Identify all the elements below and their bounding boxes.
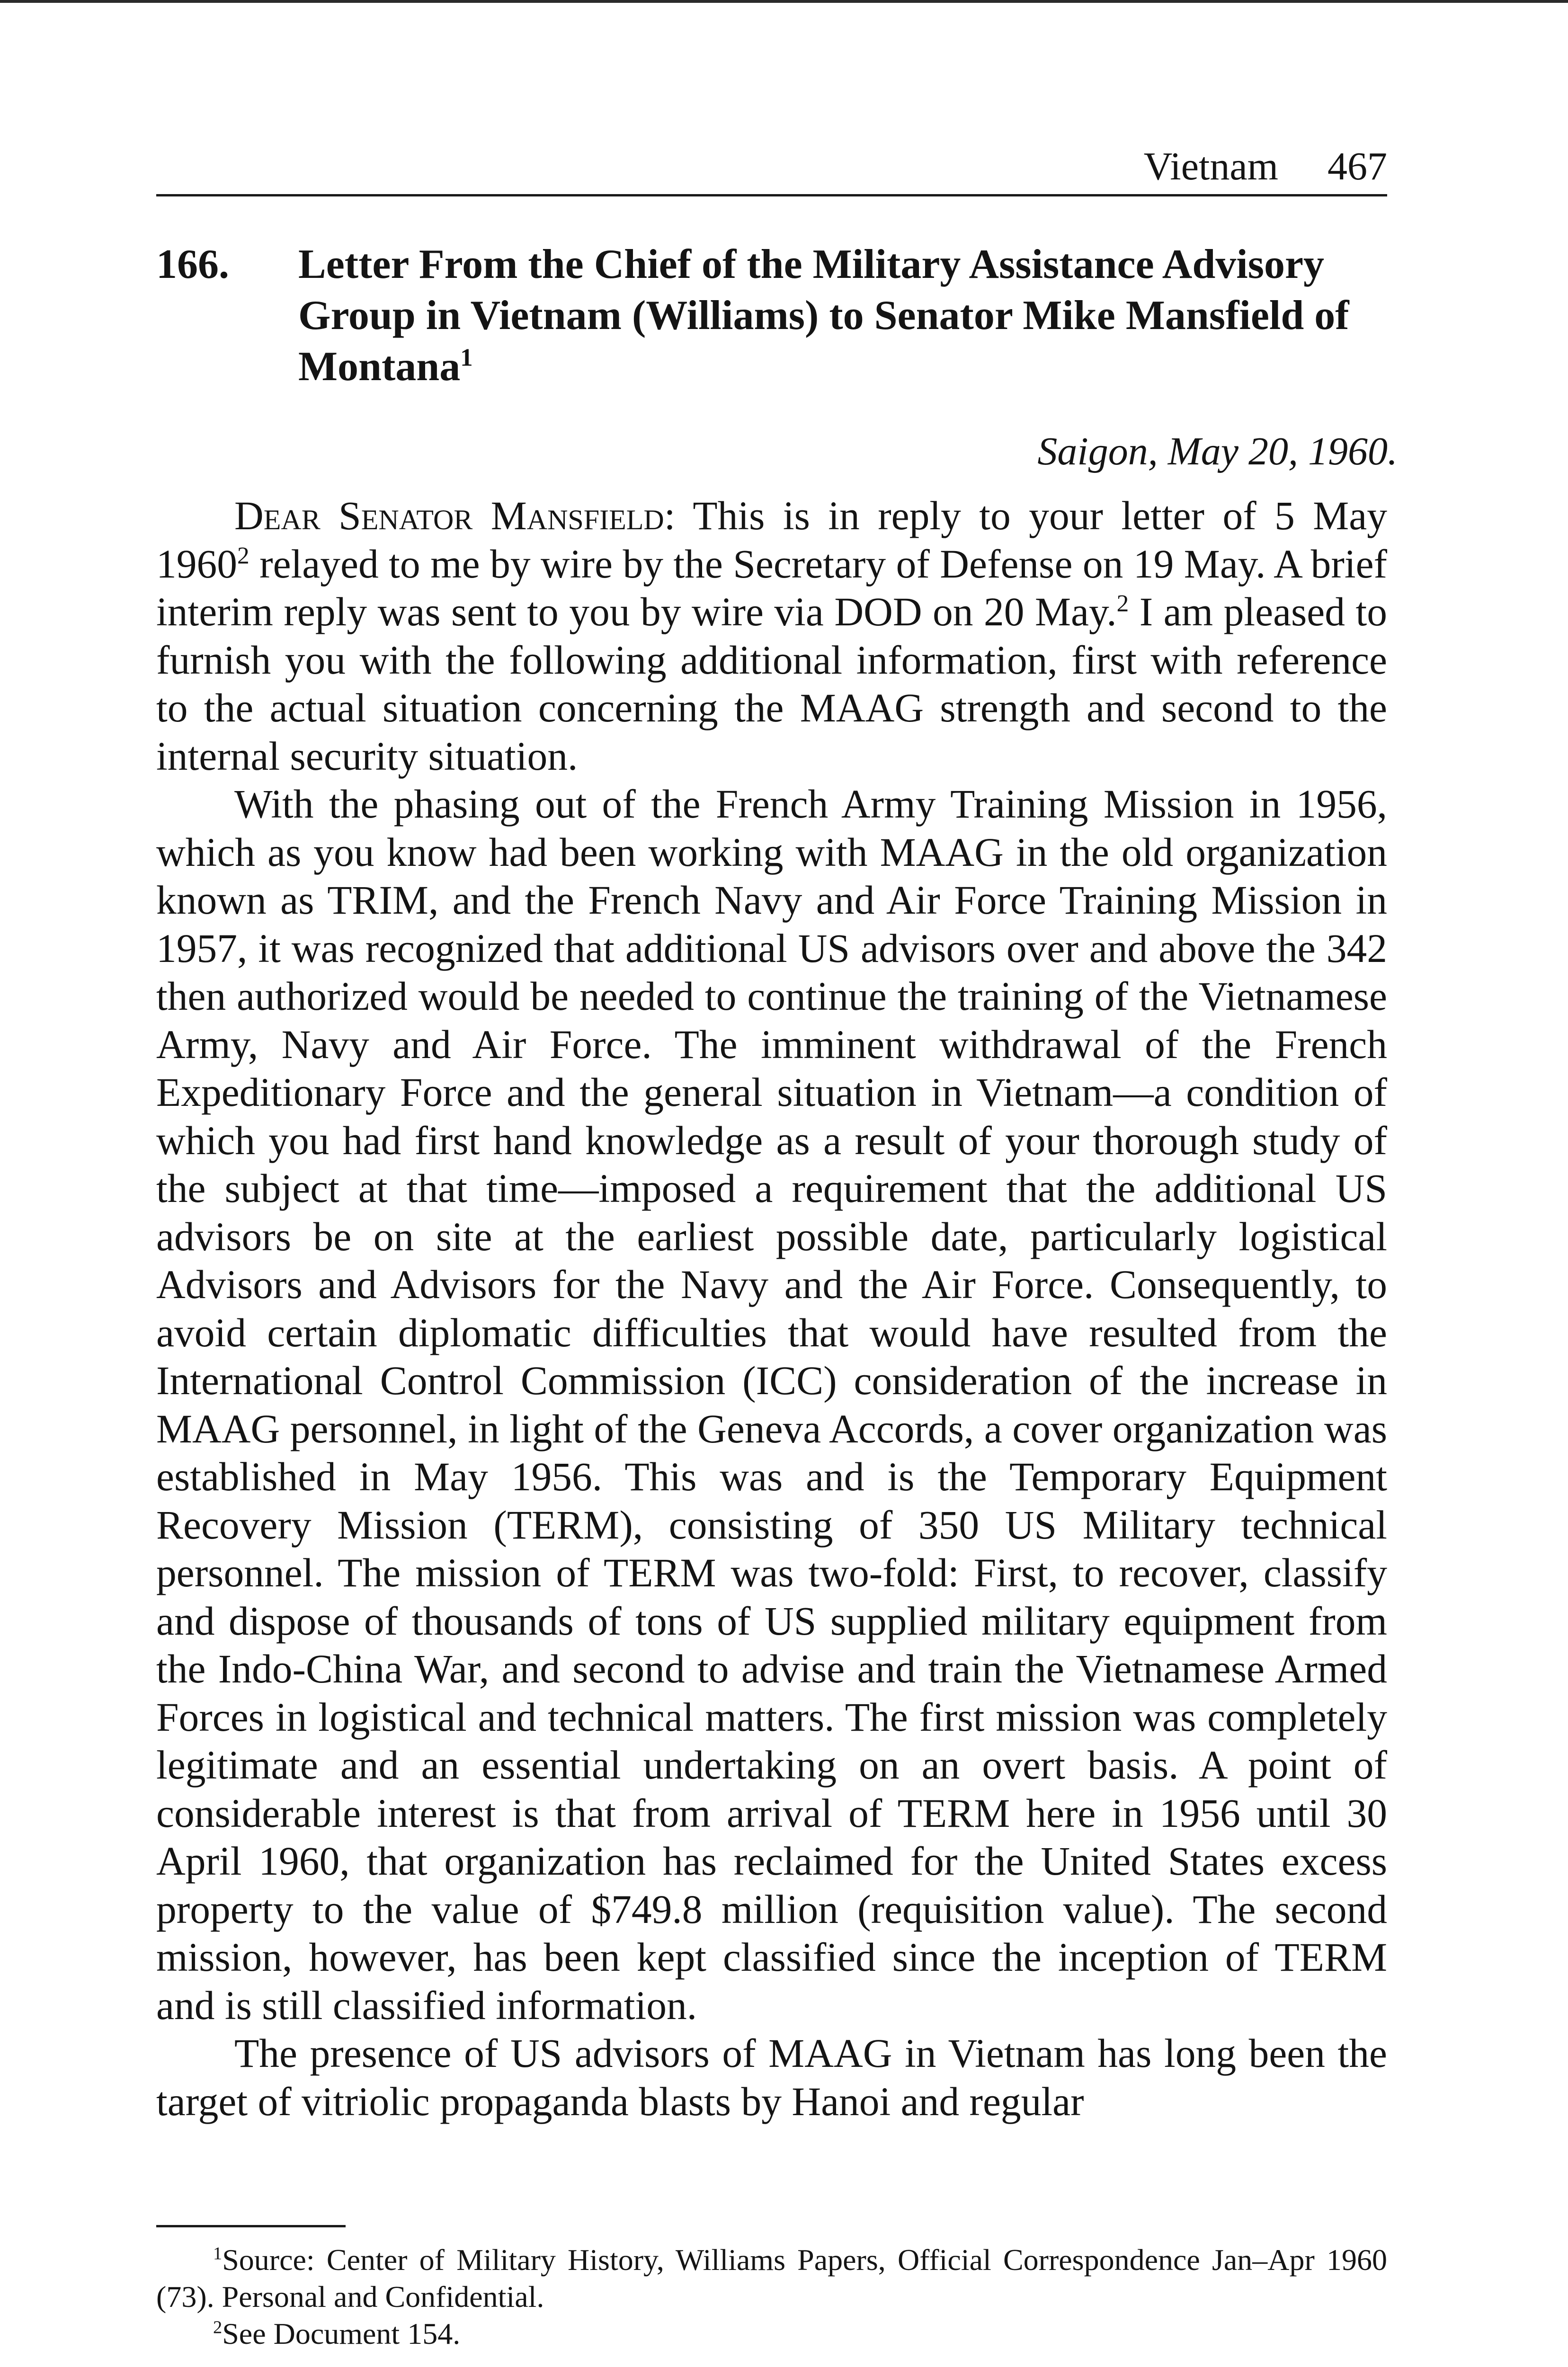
footnote-separator — [156, 2225, 346, 2227]
paragraph-1-part-c: I am pleased to furnish you with the following additional information, first with reference to the actual situation concerning the MAAG strength and second to the internal security situation. — [156, 590, 1387, 779]
title-footnote-marker: 1 — [460, 344, 473, 372]
paragraph-2: With the phasing out of the French Army Training Mission in 1956, which as you know had been working with MAAG in the old organization known as TRIM, and the French Navy and Air Force Training Mission in 1957, it was recognized that additional US advisors over and above the 342 then authorized would be needed to continue the training of the Vietnamese Army, Navy and Air Force. The imminent withdrawal of the French Expeditionary Force and the general situation in Vietnam—a condition of which you had first hand knowledge as a result of your thorough study of the subject at that time—imposed a requirement that the additional US advisors be on site at the earliest possible date, particularly logistical Advisors and Advisors for the Navy and the Air Force. Consequently, to avoid certain diplomatic difficulties that would have resulted from the International Control Commission (ICC) consideration of the increase in MAAG personnel, in light of the Geneva Accords, a cover organization was established in May 1956. This was and is the Temporary Equipment Recovery Mission (TERM), consisting of 350 US Military technical personnel. The mission of TERM was two-fold: First, to recover, classify and dispose of thousands of tons of US supplied military equipment from the Indo-China War, and second to advise and train the Vietnamese Armed Forces in logistical and technical matters. The first mission was completely legitimate and an essential undertaking on an overt basis. A point of considerable interest is that from arrival of TERM here in 1956 until 30 April 1960, that organization has reclaimed for the United States excess property to the value of $749.8 million (requisition value). The second mission, however, has been kept classified since the inception of TERM and is still classified information. — [156, 782, 1387, 2028]
document-number: 166. — [156, 241, 229, 287]
header-section-title: Vietnam — [1143, 144, 1278, 188]
paragraph-1 — [156, 492, 1387, 781]
letter-body — [156, 492, 1387, 2126]
header-page-number: 467 — [1327, 144, 1387, 188]
footnote-1-text: Source: Center of Military History, Williams Papers, Official Correspondence Jan–Apr 1960 (73). Personal and Confidential. — [156, 2243, 1387, 2314]
salutation: Dear Senator Mansfield: — [234, 494, 676, 538]
footnote-2-mark: 2 — [213, 2317, 223, 2338]
footnote-1-mark: 1 — [213, 2243, 223, 2264]
footnote-marker-2a: 2 — [237, 542, 249, 569]
footnote-2-text: See Document 154. — [222, 2317, 461, 2350]
paragraph-1-part-a: This is in reply to your letter of 5 May 1960 — [156, 494, 1387, 587]
running-header — [156, 142, 1387, 196]
document-heading — [156, 239, 1397, 392]
paragraph-3: The presence of US advisors of MAAG in Vietnam has long been the target of vitriolic propaganda blasts by Hanoi and regular — [156, 2031, 1387, 2124]
paragraph-1-part-b: relayed to me by wire by the Secretary of Defense on 19 May. A brief interim reply was sent to you by wire via DOD on 20 May. — [156, 542, 1387, 634]
document-title — [298, 239, 1397, 392]
dateline: Saigon, May 20, 1960. — [1037, 429, 1398, 473]
footnote-marker-2b: 2 — [1116, 590, 1129, 617]
top-edge-rule — [0, 0, 1568, 3]
footnote-1 — [156, 2242, 1387, 2315]
document-title-text: Letter From the Chief of the Military Assistance Advisory Group in Vietnam (Williams) to Senator Mike Mansfield of Montana — [298, 241, 1349, 390]
footnotes — [156, 2242, 1387, 2352]
footnote-2 — [156, 2315, 1387, 2352]
